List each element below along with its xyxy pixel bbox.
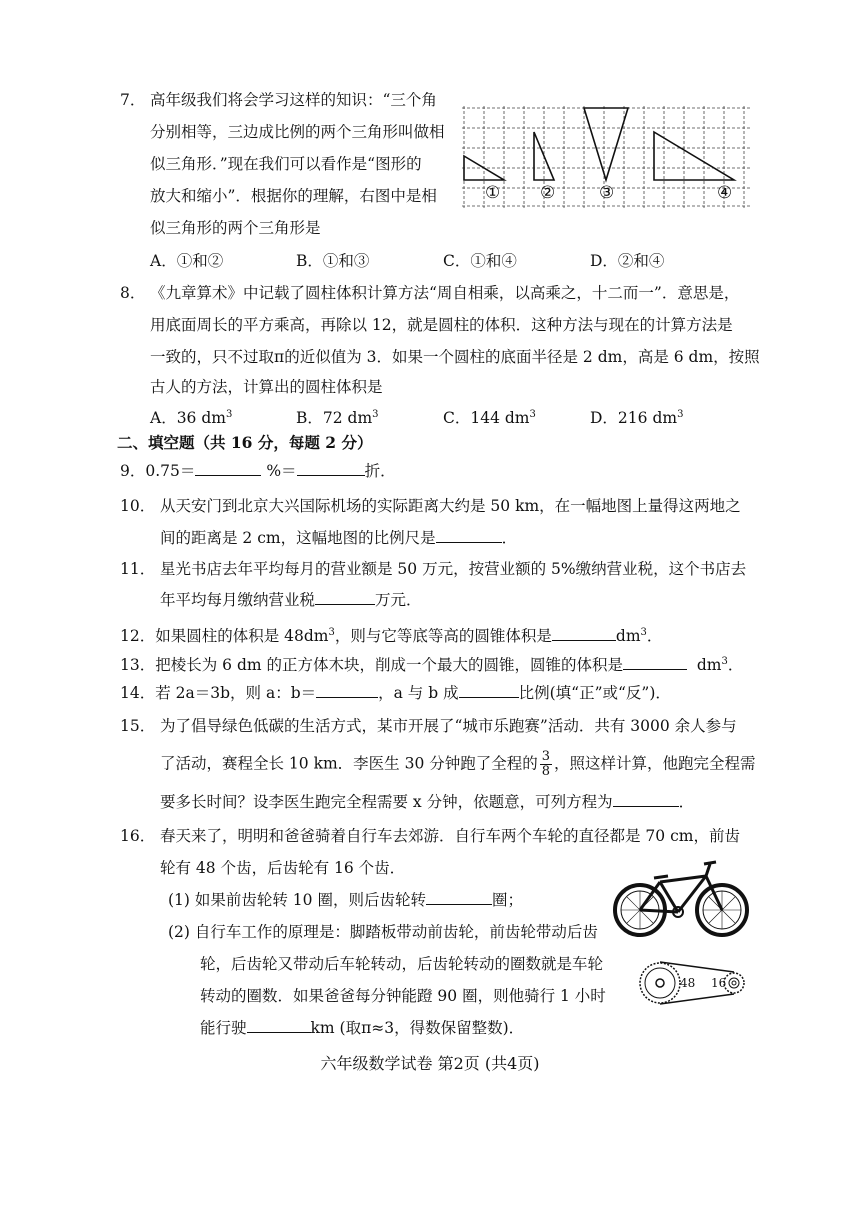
q16-line-2: 轮有 48 个齿，后齿轮有 16 个齿． bbox=[160, 859, 406, 877]
q16-part-2-line-2: 轮，后齿轮又带动后车轮转动，后齿轮转动的圈数就是车轮 bbox=[200, 955, 604, 973]
q10-line-1: 从天安门到北京大兴国际机场的实际距离大约是 50 km，在一幅地图上量得这两地之 bbox=[160, 497, 741, 515]
q7-fig-label-2: ② bbox=[540, 183, 556, 203]
q7-line-3: 似三角形．”现在我们可以看作是“图形的 bbox=[150, 155, 422, 173]
q13-line: 13．把棱长为 6 dm 的正方体木块，削成一个最大的圆锥，圆锥的体积是 $dm^3$． bbox=[120, 656, 744, 675]
q7-line-1: 高年级我们将会学习这样的知识：“三个角 bbox=[150, 91, 437, 109]
q8-option-c: C．144 $dm^3$ bbox=[443, 409, 536, 428]
q11-line-2: 年平均每月缴纳营业税 万元． bbox=[160, 591, 422, 609]
q12-line: 12．如果圆柱的体积是 $48dm^3$，则与它等底等高的圆锥体积是 $dm^3$． bbox=[120, 627, 663, 646]
q16-part-2-line-1: (2) 自行车工作的原理是：脚踏板带动前齿轮，前齿轮带动后齿 bbox=[168, 923, 598, 941]
q7-line-4: 放大和缩小”．根据你的理解，右图中是相 bbox=[150, 187, 437, 205]
q7-option-a: A．①和② bbox=[150, 252, 224, 270]
q8-line-3: 一致的，只不过取π的近似值为 3．如果一个圆柱的底面半径是 2 dm，高是 6 dm，按照 bbox=[150, 348, 760, 366]
q14-line: 14．若 2a＝3b，则 a：b＝ ，a 与 b 成 比例(填“正”或“反”)． bbox=[120, 684, 671, 702]
q7-line-2: 分别相等，三边成比例的两个三角形叫做相 bbox=[150, 123, 445, 141]
q16-part-1: (1) 如果前齿轮转 10 圈，则后齿轮转 圈； bbox=[168, 891, 523, 909]
q8-line-4: 古人的方法，计算出的圆柱体积是 bbox=[150, 378, 383, 396]
q8-line-1: 《九章算术》中记载了圆柱体积计算方法“周自相乘，以高乘之，十二而一”．意思是， bbox=[150, 284, 740, 302]
q16-number: 16． bbox=[120, 827, 156, 845]
q7-fig-label-1: ① bbox=[485, 183, 501, 203]
q10-line-2: 间的距离是 2 cm，这幅地图的比例尺是 ． bbox=[160, 529, 518, 547]
q15-line-1: 为了倡导绿色低碳的生活方式，某市开展了“城市乐跑赛”活动．共有 3000 余人参与 bbox=[160, 717, 737, 735]
q8-option-b: B．72 $dm^3$ bbox=[296, 409, 379, 428]
q8-option-a: A．36 $dm^3$ bbox=[150, 409, 233, 428]
q9-line: 9．0.75＝ %＝ 折． bbox=[120, 462, 396, 480]
q15-line-3: 要多长时间？设李医生跑完全程需要 x 分钟，依题意，可列方程为 ． bbox=[160, 793, 695, 811]
q11-number: 11． bbox=[120, 560, 156, 578]
q15-number: 15． bbox=[120, 717, 156, 735]
q8-line-2: 用底面周长的平方乘高，再除以 12，就是圆柱的体积．这种方法与现在的计算方法是 bbox=[150, 316, 733, 334]
q7-option-c: C．①和④ bbox=[443, 252, 517, 270]
q10-number: 10． bbox=[120, 497, 156, 515]
q7-number: 7． bbox=[120, 91, 146, 109]
q16-part-2-line-3: 转动的圈数．如果爸爸每分钟能蹬 90 圈，则他骑行 1 小时 bbox=[200, 987, 606, 1005]
page-footer: 六年级数学试卷 第2页 (共4页) bbox=[320, 1054, 540, 1073]
q8-number: 8． bbox=[120, 284, 146, 302]
q15-line-2: 了活动，赛程全长 10 km．李医生 30 分钟跑了全程的 $\frac{3}{8}$ ，照这样计算，他跑完全程需 bbox=[160, 749, 756, 779]
fraction-three-eighths: $\frac{3}{8}$ bbox=[541, 749, 551, 779]
q7-option-b: B．①和③ bbox=[296, 252, 370, 270]
q7-fig-label-3: ③ bbox=[599, 183, 615, 203]
bicycle-illustration bbox=[612, 858, 750, 940]
section-2-title: 二、填空题（共 16 分，每题 2 分） bbox=[117, 433, 373, 452]
rear-gear-label: 16 bbox=[711, 976, 727, 990]
q7-line-5: 似三角形的两个三角形是 bbox=[150, 219, 321, 237]
q8-option-d: D．216 $dm^3$ bbox=[590, 409, 684, 428]
q7-option-d: D．②和④ bbox=[590, 252, 665, 270]
q16-part-2-line-4: 能行驶 km (取π≈3，得数保留整数)． bbox=[200, 1019, 525, 1037]
q11-line-1: 星光书店去年平均每月的营业额是 50 万元，按营业额的 5%缴纳营业税，这个书店去 bbox=[160, 560, 747, 578]
front-gear-label: 48 bbox=[680, 976, 696, 990]
q16-line-1: 春天来了，明明和爸爸骑着自行车去郊游．自行车两个车轮的直径都是 70 cm，前齿 bbox=[160, 827, 740, 845]
q7-fig-label-4: ④ bbox=[717, 183, 733, 203]
